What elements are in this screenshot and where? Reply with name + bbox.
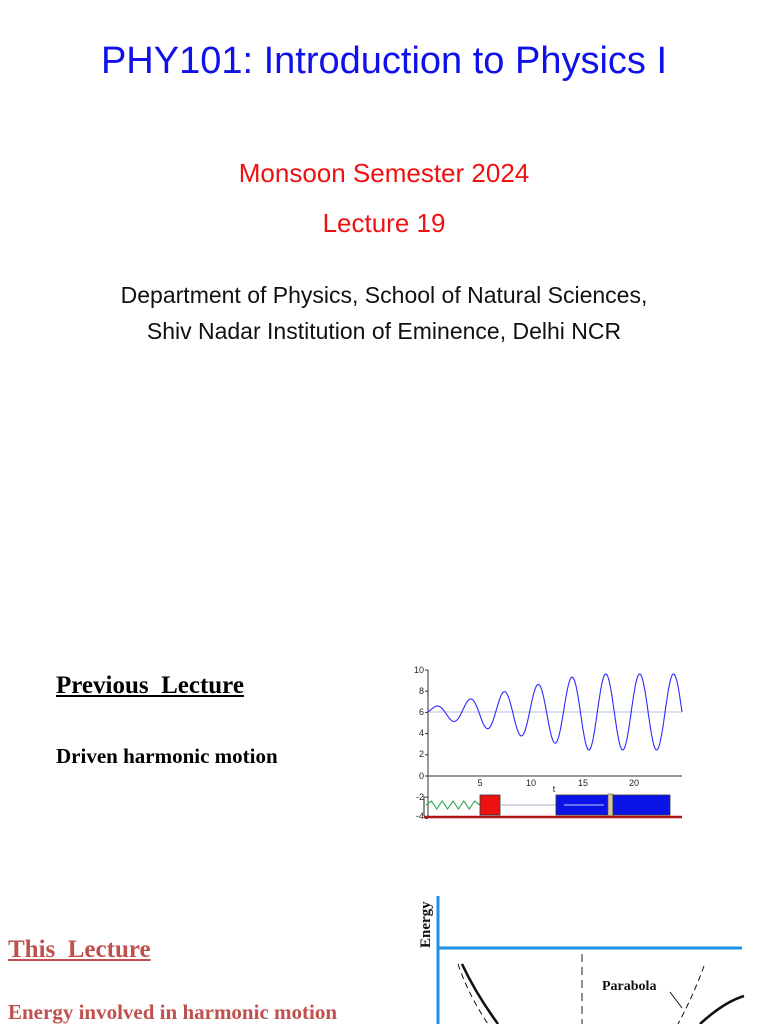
y-tick-label: 0 — [418, 771, 424, 781]
x-tick-label: 10 — [525, 778, 537, 788]
spring — [426, 801, 480, 809]
y-tick-label: 10 — [413, 665, 424, 675]
driven-oscillation-figure — [404, 662, 686, 822]
energy-curve-left — [462, 964, 498, 1024]
this-lecture-topic: Energy involved in harmonic motion — [8, 1000, 338, 1024]
y-tick-label: 4 — [418, 728, 424, 738]
driver-block-right — [613, 795, 670, 815]
course-title: PHY101: Introduction to Physics I — [100, 40, 668, 82]
y-tick-label: 2 — [418, 749, 424, 759]
parabola-pointer — [670, 992, 682, 1008]
driver-slider — [608, 794, 613, 816]
parabola-left — [458, 964, 488, 1024]
previous-lecture-heading: Previous Lecture — [56, 672, 244, 699]
semester-label: Monsoon Semester 2024 — [238, 158, 530, 188]
y-tick-label: 8 — [418, 686, 424, 696]
lecture-number: Lecture 19 — [322, 208, 446, 238]
y-tick-label: -2 — [415, 792, 424, 802]
x-tick-label: 20 — [628, 778, 640, 788]
x-tick-label: 5 — [477, 778, 483, 788]
energy-diagram — [404, 884, 768, 1024]
y-tick-label: 6 — [418, 707, 424, 717]
y-tick-label: -4 — [415, 811, 424, 821]
energy-axis-label: Energy — [418, 901, 434, 948]
parabola-label: Parabola — [602, 979, 657, 994]
previous-lecture-topic: Driven harmonic motion — [56, 744, 278, 768]
this-lecture-heading: This Lecture — [8, 936, 151, 963]
department-line-2: Shiv Nadar Institution of Eminence, Delhi NCR — [146, 318, 622, 344]
x-axis-label: t — [552, 784, 556, 794]
department-line-1: Department of Physics, School of Natural Sciences, — [120, 282, 648, 308]
parabola-right — [678, 966, 704, 1024]
x-tick-label: 15 — [577, 778, 589, 788]
energy-curve-right — [700, 996, 744, 1024]
mass-block — [480, 795, 500, 815]
